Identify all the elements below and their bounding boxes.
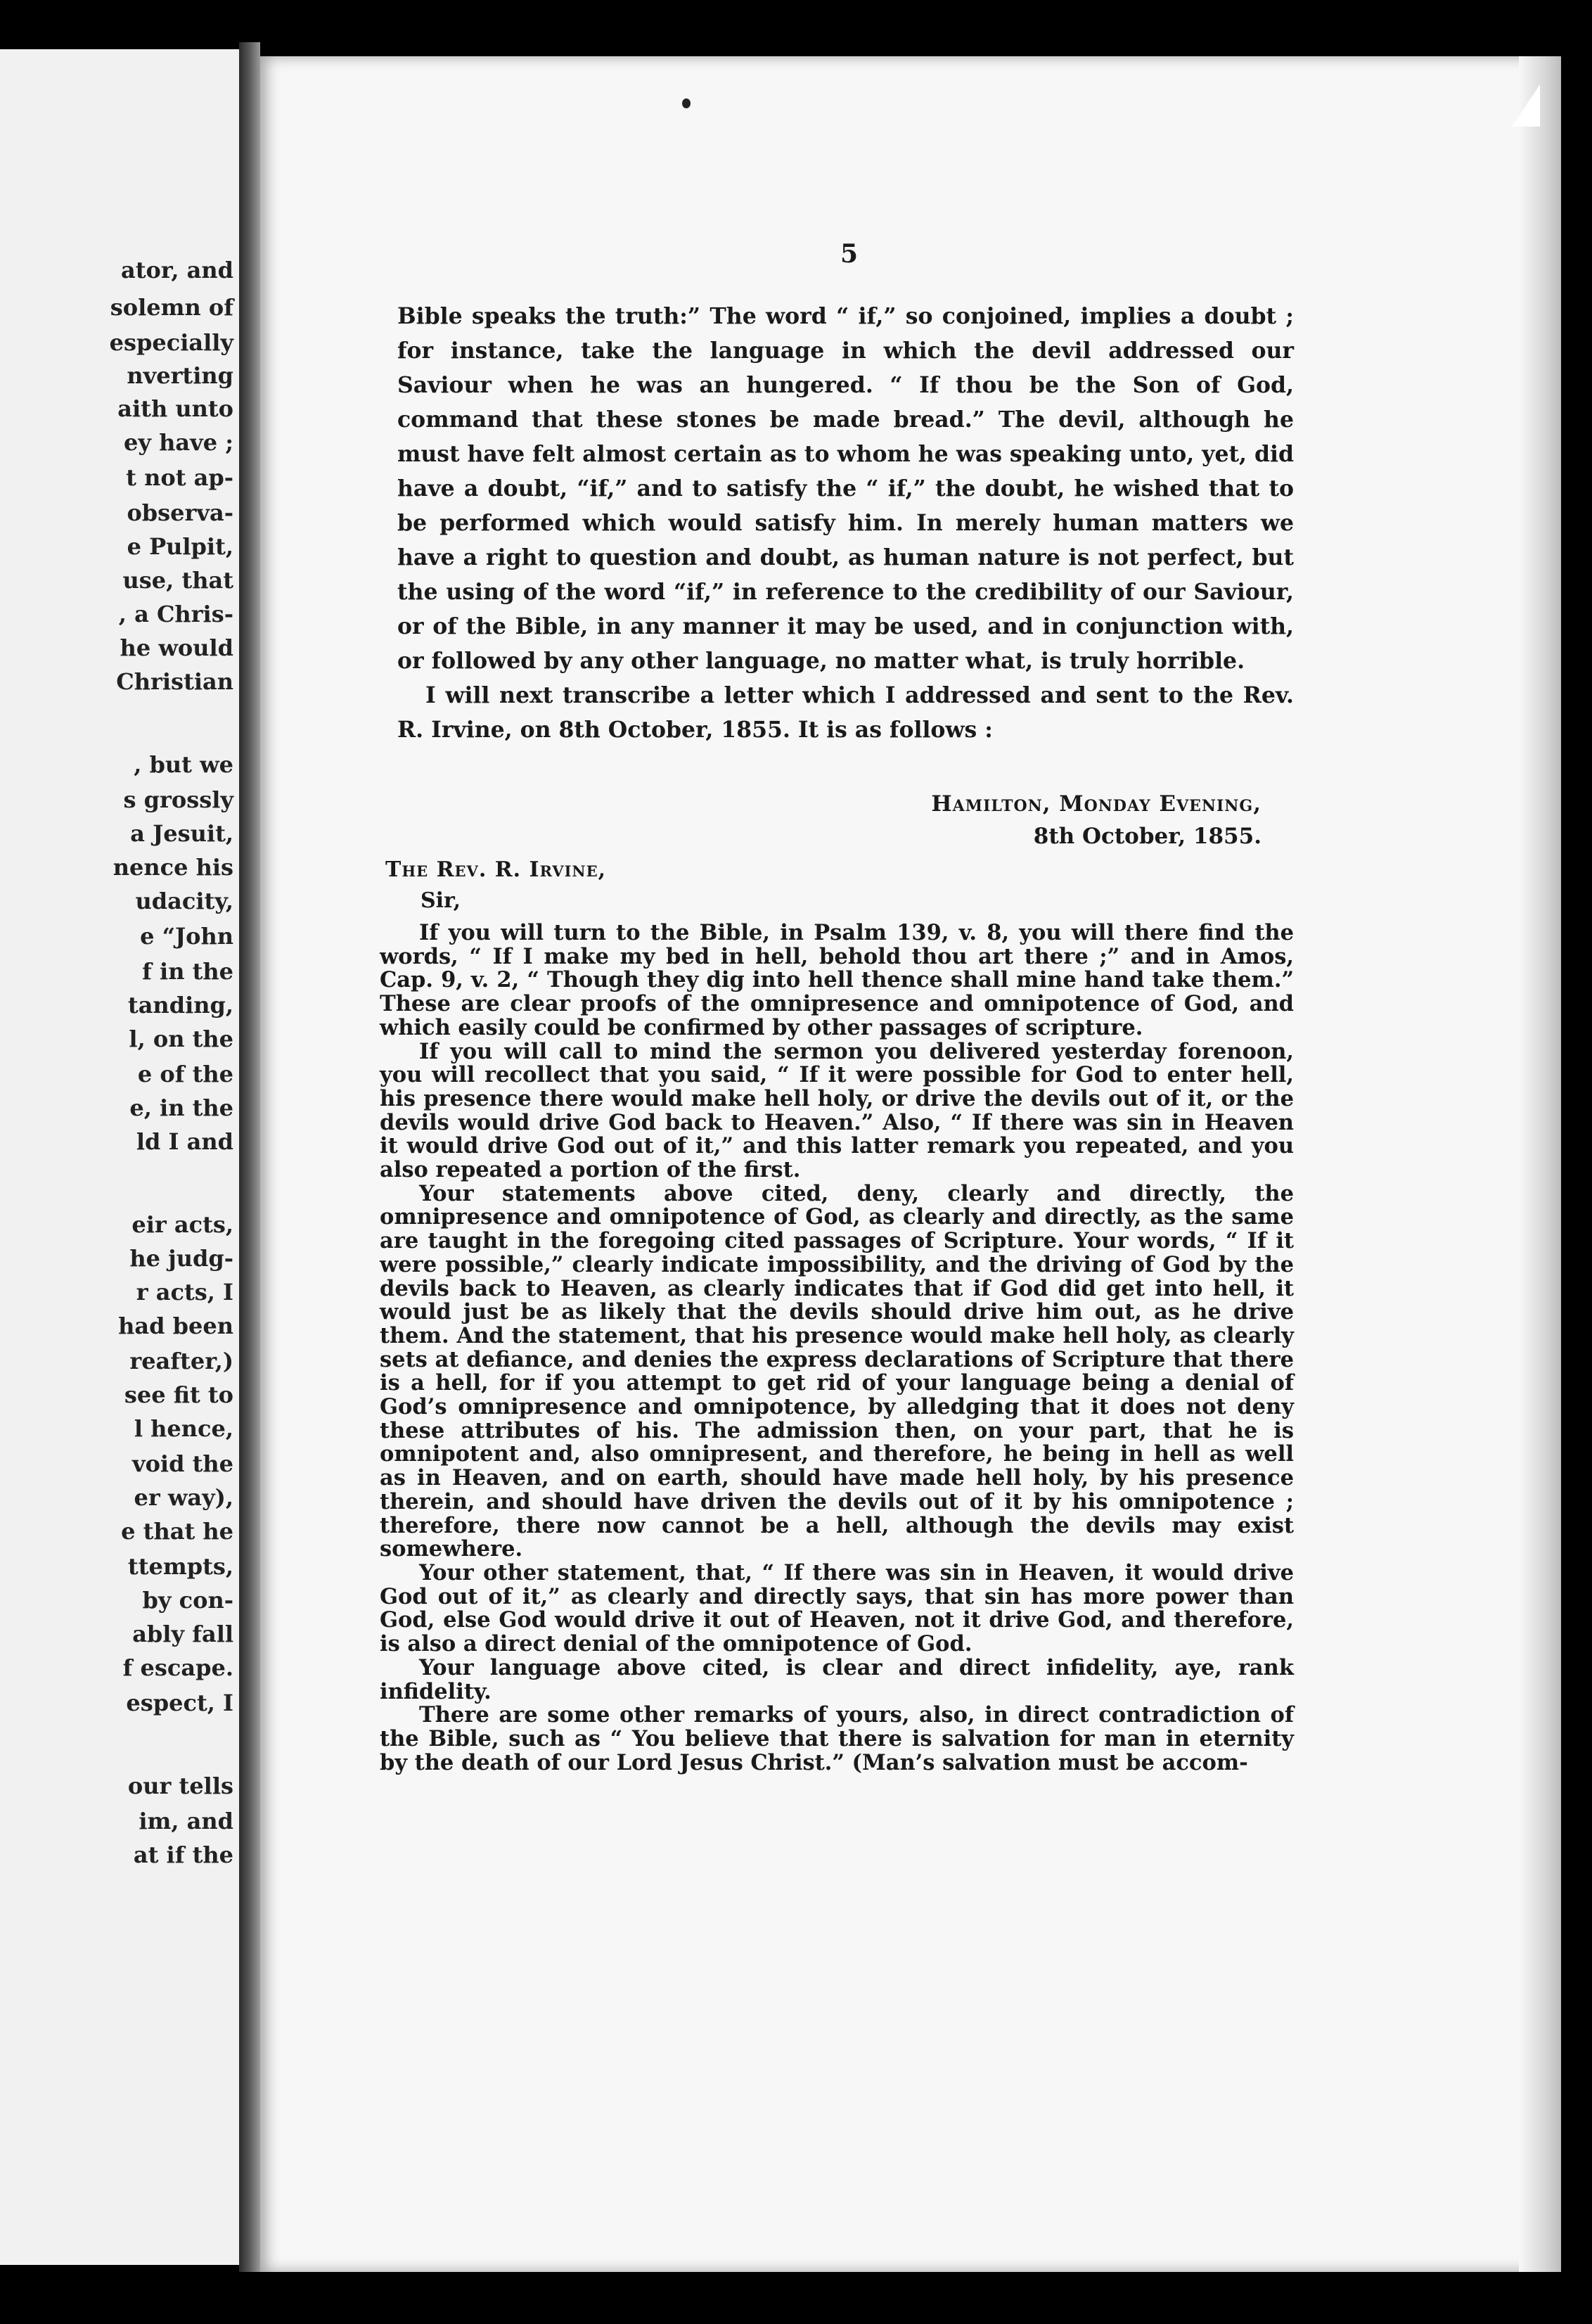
left-page-line: solemn of: [110, 294, 233, 321]
left-page-line: a Jesuit,: [130, 820, 233, 847]
addressee: The Rev. R. Irvine,: [385, 857, 607, 882]
letter-paragraph: Your other statement, that, “ If there was sin in Heaven, it would drive God out of it,” as clearly and directly says, that sin has more power than God, else God would drive it out of Heaven, not it drive God, and therefore, is also a direct denial of the omnipotence of God.: [380, 1559, 1294, 1657]
left-page-line: especially: [109, 329, 233, 356]
letter-paragraph: Your language above cited, is clear and direct infidelity, aye, rank infidelity.: [380, 1654, 1294, 1704]
page-edge-shadow: [1519, 56, 1561, 2272]
left-page-line: t not ap-: [126, 464, 233, 491]
left-page-line: ld I and: [136, 1128, 233, 1155]
left-page-line: r acts, I: [136, 1279, 233, 1305]
letter-salutation: [385, 855, 606, 917]
left-page-line: use, that: [122, 567, 233, 594]
left-page-line: by con-: [142, 1587, 233, 1614]
left-page-line: had been: [118, 1313, 233, 1339]
left-page-line: udacity,: [135, 888, 233, 914]
left-page-line: s grossly: [123, 786, 233, 813]
dateline-date: 8th October, 1855.: [1033, 824, 1262, 849]
left-page-line: espect, I: [126, 1690, 233, 1716]
letter-body: [380, 921, 1294, 1775]
left-page-line: e Pulpit,: [127, 533, 233, 560]
left-page-line: reafter,): [129, 1348, 233, 1374]
letter-paragraph: Your statements above cited, deny, clearly and directly, the omnipresence and omnipotence of God, as clearly and directly, as the same are taught in the foregoing cited passages of Scripture. Your words, “ If it were possible,” clearly indicate impossibility, and the driving of God by the devils back to Heaven, as clearly indicates that if God did get into hell, it would just be as likely that the devils should drive him out, as he drive them. And the statement, that his presence would make hell holy, as clearly sets at defiance, and denies the express declarations of Scripture that there is a hell, for if you attempt to get rid of your language being a denial of God’s omnipresence and omnipotence, by alledging that it does not deny these attributes of his. The admission then, on your part, that he is omnipotent and, also omnipresent, and therefore, he being in hell as well as in Heaven, and on earth, should have made hell holy, by his presence therein, and should have driven the devils out of it by his omnipotence ; therefore, there now cannot be a hell, although the devils may exist somewhere.: [380, 1180, 1294, 1562]
book-gutter: [239, 42, 260, 2272]
letter-paragraph: There are some other remarks of yours, also, in direct contradiction of the Bible, such as “ You believe that there is salvation for man in eternity by the death of our Lord Jesus Christ.” (Man’s salvation must be accom-: [380, 1702, 1294, 1775]
left-page-line: at if the: [133, 1841, 233, 1868]
left-page-line: see fit to: [124, 1381, 233, 1408]
letter-dateline: [931, 788, 1262, 853]
left-page-line: Christian: [116, 668, 233, 695]
left-page-line: ey have ;: [124, 429, 233, 456]
left-page-line: he would: [120, 634, 233, 661]
left-page-line: , a Chris-: [118, 601, 233, 627]
left-page-line: e “John: [140, 923, 233, 950]
left-page-line: void the: [131, 1450, 233, 1477]
left-page-line: aith unto: [117, 395, 233, 422]
left-page: [0, 49, 240, 2265]
left-page-line: our tells: [127, 1773, 233, 1799]
ink-speck: [682, 98, 691, 108]
left-page-line: tanding,: [127, 992, 233, 1019]
page-number: 5: [840, 239, 859, 269]
left-page-line: f escape.: [122, 1654, 233, 1681]
dateline-place: Hamilton, Monday Evening,: [931, 791, 1262, 817]
left-page-line: e that he: [121, 1518, 233, 1545]
intro-text: [397, 299, 1294, 747]
left-page-line: er way),: [134, 1484, 233, 1511]
left-page-line: nverting: [127, 362, 233, 389]
left-page-line: , but we: [134, 751, 233, 778]
left-page-line: f in the: [142, 958, 233, 985]
left-page-line: observa-: [127, 499, 233, 526]
left-page-line: ttempts,: [127, 1553, 233, 1580]
left-page-line: ably fall: [132, 1621, 233, 1647]
left-page-line: l hence,: [134, 1415, 233, 1442]
left-page-line: he judg-: [129, 1245, 233, 1272]
greeting: Sir,: [421, 888, 461, 913]
left-page-line: nence his: [113, 854, 233, 881]
left-page-line: im, and: [139, 1808, 233, 1834]
left-page-line: e, in the: [129, 1094, 233, 1121]
left-page-line: l, on the: [129, 1026, 233, 1052]
letter-paragraph: If you will turn to the Bible, in Psalm 139, v. 8, you will there find the words, “ If I make my bed in hell, behold thou art there ;” and in Amos, Cap. 9, v. 2, “ Though they dig into hell thence shall mine hand take them.” These are clear proofs of the omnipresence and omnipotence of God, and which easily could be confirmed by other passages of scripture.: [380, 920, 1294, 1040]
paragraph: I will next transcribe a letter which I addressed and sent to the Rev. R. Irvine, on 8th October, 1855. It is as follows :: [397, 682, 1294, 743]
left-page-line: e of the: [137, 1061, 233, 1087]
page-corner: [1512, 84, 1540, 127]
left-page-line: ator, and: [120, 257, 233, 283]
left-page-line: eir acts,: [131, 1211, 233, 1238]
paragraph: Bible speaks the truth:” The word “ if,” so conjoined, implies a doubt ; for instance, take the language in which the devil addressed our Saviour when he was an hungered. “ If thou be the Son of God, command that these stones be made bread.” The devil, although he must have felt almost certain as to whom he was speaking unto, yet, did have a doubt, “if,” and to satisfy the “ if,” the doubt, he wished that to be performed which would satisfy him. In merely human matters we have a right to question and doubt, as human nature is not perfect, but the using of the word “if,” in reference to the credibility of our Saviour, or of the Bible, in any manner it may be used, and in conjunction with, or followed by any other language, no matter what, is truly horrible.: [397, 303, 1294, 674]
letter-paragraph: If you will call to mind the sermon you delivered yesterday forenoon, you will recollect that you said, “ If it were possible for God to enter hell, his presence there would make hell holy, or drive the devils out of it, or the devils would drive God back to Heaven.” Also, “ If there was sin in Heaven it would drive God out of it,” and this latter remark you repeated, and you also repeated a portion of the first.: [380, 1038, 1294, 1183]
